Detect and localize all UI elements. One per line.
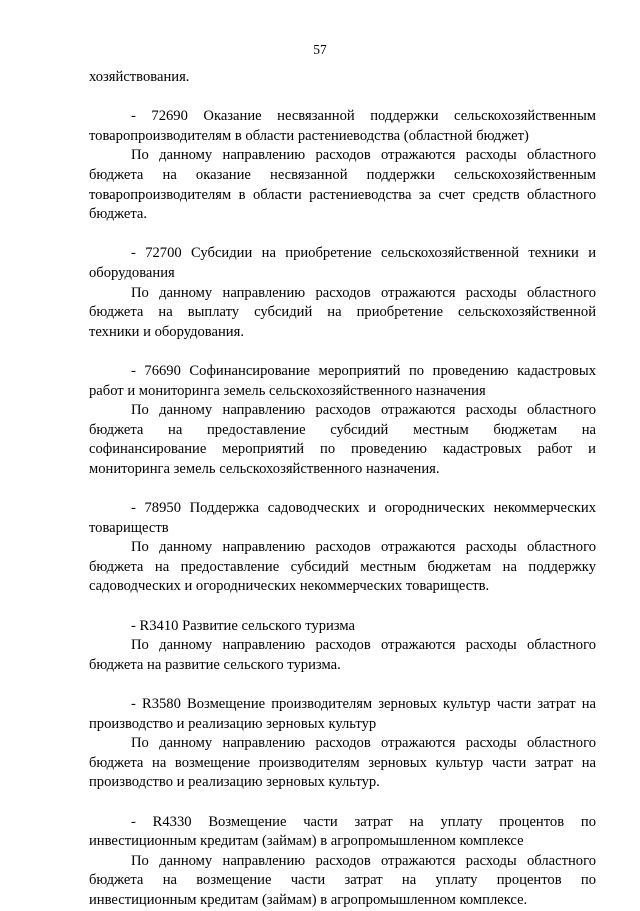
paragraph-gap xyxy=(89,675,596,695)
section-heading-line: оборудования xyxy=(89,264,175,281)
text-line: По данному направлению расходов отражаются расходы областного xyxy=(131,637,596,654)
text-line: производство и реализацию зерновых культур. xyxy=(89,774,380,791)
section-heading-line: - R4330 Возмещение части затрат на уплату процентов по xyxy=(131,813,596,830)
text-line: бюджета на возмещение части затрат на уплату процентов по xyxy=(89,872,596,889)
paragraph-gap xyxy=(89,597,596,617)
text-line: По данному направлению расходов отражаются расходы областного xyxy=(131,852,596,869)
text-line: хозяйствования. xyxy=(89,69,190,85)
text-line: бюджета на предоставление субсидий местным бюджетам на xyxy=(89,421,596,438)
section-heading-line: - 78950 Поддержка садоводческих и огороднических некоммерческих xyxy=(131,500,596,517)
paragraph-gap xyxy=(89,88,596,108)
section-heading-line: - R3410 Развитие сельского туризма xyxy=(131,617,355,634)
paragraph-gap xyxy=(89,479,596,499)
text-line: бюджета на выплату субсидий на приобретение сельскохозяйственной xyxy=(89,304,596,321)
page-number: 57 xyxy=(313,42,327,57)
text-line: софинансирование мероприятий по проведению кадастровых работ и xyxy=(89,441,596,458)
section-heading-line: - R3580 Возмещение производителям зерновых культур части затрат на xyxy=(131,696,596,712)
text-line: товаропроизводителям в области растениеводства за счет средств областного xyxy=(89,186,596,203)
section-heading-line: работ и мониторинга земель сельскохозяйственного назначения xyxy=(89,382,486,399)
paragraph-gap xyxy=(89,225,596,245)
text-line: По данному направлению расходов отражаются расходы областного xyxy=(131,284,596,301)
text-line: бюджета на развитие сельского туризма. xyxy=(89,656,341,673)
paragraph-gap xyxy=(89,342,596,362)
section-heading-line: - 76690 Софинансирование мероприятий по проведению кадастровых xyxy=(131,362,596,379)
text-line: По данному направлению расходов отражаются расходы областного xyxy=(131,539,596,556)
document-body xyxy=(89,68,596,911)
paragraph-gap xyxy=(89,793,596,813)
section-heading-line: товаропроизводителям в области растениеводства (областной бюджет) xyxy=(89,127,529,144)
section-heading-line: инвестиционным кредитам (займам) в агропромышленном комплексе xyxy=(89,833,524,850)
section-heading-line: товариществ xyxy=(89,519,169,536)
text-line: По данному направлению расходов отражаются расходы областного xyxy=(131,402,596,419)
text-line: мониторинга земель сельскохозяйственного назначения. xyxy=(89,460,440,477)
section-heading-line: - 72690 Оказание несвязанной поддержки сельскохозяйственным xyxy=(131,108,596,125)
text-line: По данному направлению расходов отражаются расходы областного xyxy=(131,147,596,164)
text-line: бюджета на возмещение производителям зерновых культур части затрат на xyxy=(89,754,596,771)
section-heading-line: производство и реализацию зерновых культур xyxy=(89,715,377,732)
text-line: По данному направлению расходов отражаются расходы областного xyxy=(131,735,596,752)
text-line: инвестиционным кредитам (займам) в агропромышленном комплексе. xyxy=(89,891,528,908)
text-line: бюджета на предоставление субсидий местным бюджетам на поддержку xyxy=(89,558,596,575)
text-line: техники и оборудования. xyxy=(89,323,244,340)
section-heading-line: - 72700 Субсидии на приобретение сельскохозяйственной техники и xyxy=(131,245,596,262)
text-line: бюджета на оказание несвязанной поддержки сельскохозяйственным xyxy=(89,166,596,183)
text-line: бюджета. xyxy=(89,206,148,223)
text-line: садоводческих и огороднических некоммерческих товариществ. xyxy=(89,578,490,595)
